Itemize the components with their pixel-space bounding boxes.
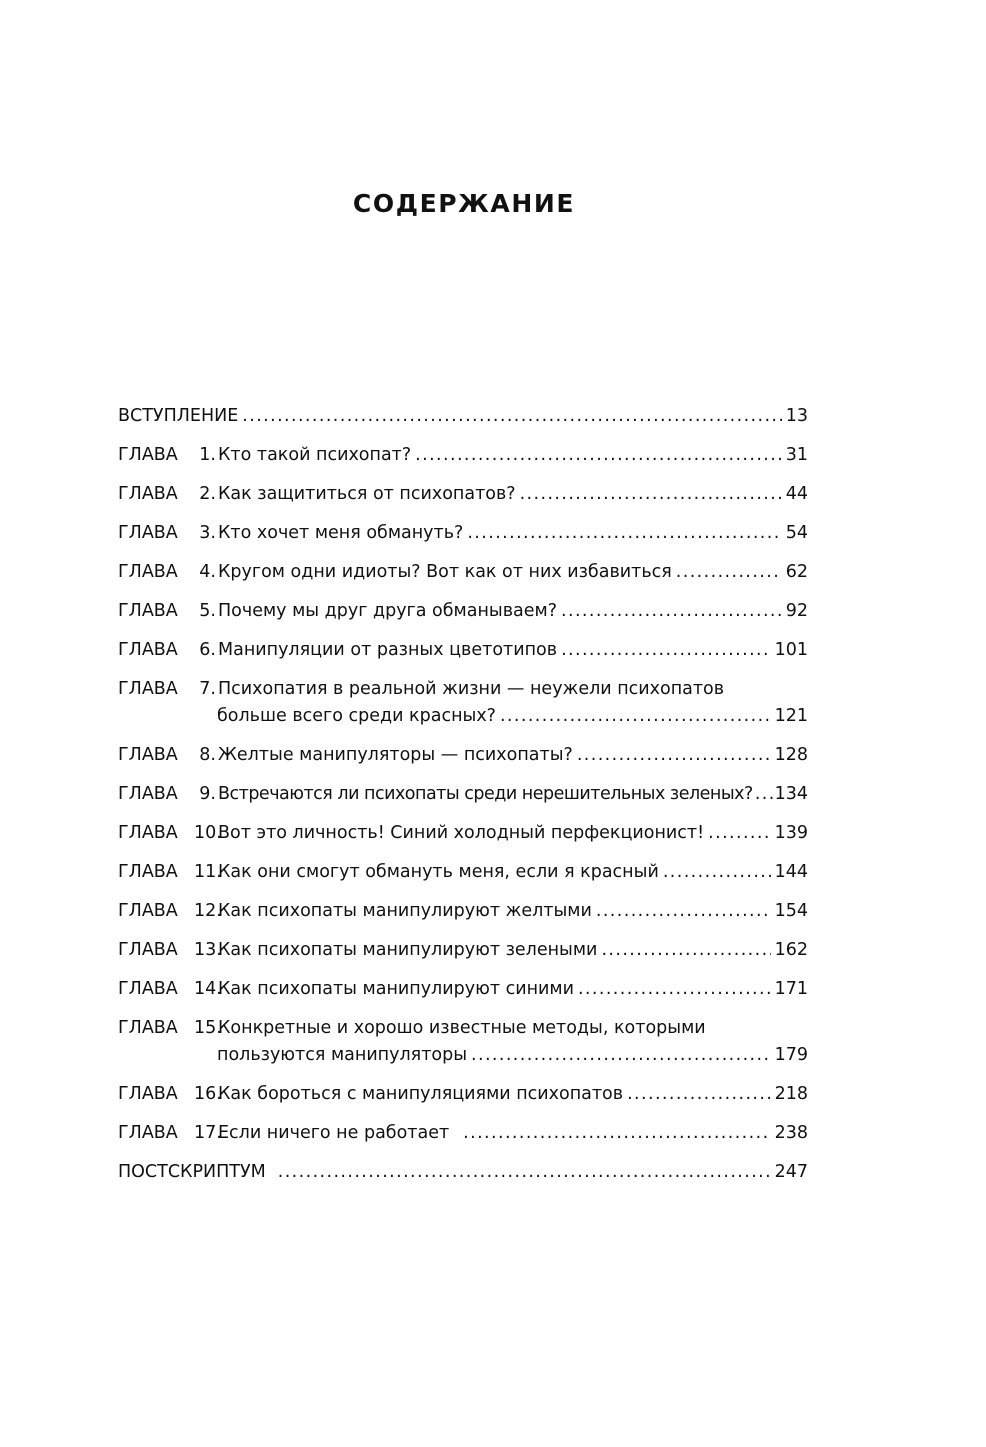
chapter-number: 4. bbox=[199, 562, 216, 582]
chapter-title: Конкретные и хорошо известные методы, которыми bbox=[218, 1018, 706, 1038]
chapter-title: Вот это личность! Синий холодный перфекционист! bbox=[218, 823, 705, 843]
page-number: 154 bbox=[774, 901, 808, 921]
chapter-title: Как психопаты манипулируют желтыми bbox=[218, 901, 592, 921]
chapter-title: Как защититься от психопатов? bbox=[218, 484, 516, 504]
entry-label: ГЛАВА bbox=[118, 940, 178, 960]
entry-label: ГЛАВА bbox=[118, 562, 178, 582]
entry-label: ГЛАВА bbox=[118, 862, 178, 882]
toc-entry-chapter-16[interactable] bbox=[118, 1084, 808, 1120]
toc-entry-chapter-9[interactable] bbox=[118, 784, 808, 820]
chapter-title-continued: больше всего среди красных? bbox=[217, 706, 496, 726]
chapter-title: Желтые манипуляторы — психопаты? bbox=[218, 745, 573, 765]
entry-label: ГЛАВА bbox=[118, 979, 178, 999]
entry-label: ГЛАВА bbox=[118, 640, 178, 660]
page-number: 31 bbox=[785, 445, 808, 465]
chapter-number: 9. bbox=[199, 784, 216, 804]
chapter-title: Кругом одни идиоты? Вот как от них избавиться bbox=[218, 562, 672, 582]
chapter-number: 5. bbox=[199, 601, 216, 621]
page-number: 218 bbox=[774, 1084, 808, 1104]
chapter-title: Как психопаты манипулируют синими bbox=[218, 979, 574, 999]
entry-label: ПОСТСКРИПТУМ bbox=[118, 1162, 266, 1182]
chapter-title: Манипуляции от разных цветотипов bbox=[218, 640, 558, 660]
page-number: 134 bbox=[774, 784, 808, 804]
chapter-number: 17. bbox=[194, 1123, 222, 1143]
toc-entry-chapter-1[interactable] bbox=[118, 445, 808, 481]
chapter-number: 15. bbox=[194, 1018, 222, 1038]
chapter-title-continued: пользуются манипуляторы bbox=[217, 1045, 468, 1065]
toc-entry-chapter-15[interactable] bbox=[118, 1018, 808, 1078]
toc-entry-chapter-14[interactable] bbox=[118, 979, 808, 1015]
chapter-title: Кто такой психопат? bbox=[218, 445, 412, 465]
chapter-number: 6. bbox=[199, 640, 216, 660]
entry-label: ГЛАВА bbox=[118, 784, 178, 804]
toc-entry-chapter-4[interactable] bbox=[118, 562, 808, 598]
toc-entry-chapter-8[interactable] bbox=[118, 745, 808, 781]
entry-label: ГЛАВА bbox=[118, 1018, 178, 1038]
toc-entry-chapter-11[interactable] bbox=[118, 862, 808, 898]
page-number: 144 bbox=[774, 862, 808, 882]
page-number: 247 bbox=[774, 1162, 808, 1182]
toc-entry-chapter-10[interactable] bbox=[118, 823, 808, 859]
entry-label: ГЛАВА bbox=[118, 1123, 178, 1143]
chapter-title: Как психопаты манипулируют зелеными bbox=[218, 940, 598, 960]
page-number: 13 bbox=[785, 406, 808, 426]
chapter-title: Если ничего не работает bbox=[218, 1123, 450, 1143]
chapter-number: 16. bbox=[194, 1084, 222, 1104]
entry-label: ГЛАВА bbox=[118, 523, 178, 543]
page-number: 121 bbox=[774, 706, 808, 726]
entry-label: ВСТУПЛЕНИЕ bbox=[118, 406, 239, 426]
page-number: 54 bbox=[785, 523, 808, 543]
chapter-number: 11. bbox=[194, 862, 222, 882]
page-number: 162 bbox=[774, 940, 808, 960]
page-number: 92 bbox=[785, 601, 808, 621]
page-number: 171 bbox=[774, 979, 808, 999]
entry-label: ГЛАВА bbox=[118, 823, 178, 843]
chapter-title: Психопатия в реальной жизни — неужели психопатов bbox=[218, 679, 725, 699]
chapter-title: Как они смогут обмануть меня, если я красный bbox=[218, 862, 659, 882]
chapter-number: 13. bbox=[194, 940, 222, 960]
page-number: 62 bbox=[785, 562, 808, 582]
entry-label: ГЛАВА bbox=[118, 1084, 178, 1104]
chapter-title: Почему мы друг друга обманываем? bbox=[218, 601, 558, 621]
entry-label: ГЛАВА bbox=[118, 679, 178, 699]
entry-label: ГЛАВА bbox=[118, 484, 178, 504]
chapter-title: Встречаются ли психопаты среди нерешительных зеленых? bbox=[218, 784, 753, 804]
chapter-number: 12. bbox=[194, 901, 222, 921]
toc-entry-postscript[interactable] bbox=[118, 1162, 808, 1198]
page-number: 139 bbox=[774, 823, 808, 843]
chapter-title: Как бороться с манипуляциями психопатов bbox=[218, 1084, 624, 1104]
page-number: 101 bbox=[774, 640, 808, 660]
entry-label: ГЛАВА bbox=[118, 745, 178, 765]
page-number: 44 bbox=[785, 484, 808, 504]
toc-entry-introduction[interactable] bbox=[118, 406, 808, 442]
entry-label: ГЛАВА bbox=[118, 601, 178, 621]
toc-entry-chapter-2[interactable] bbox=[118, 484, 808, 520]
chapter-number: 10. bbox=[194, 823, 222, 843]
toc-entry-chapter-7[interactable] bbox=[118, 679, 808, 739]
chapter-number: 2. bbox=[199, 484, 216, 504]
toc-entry-chapter-3[interactable] bbox=[118, 523, 808, 559]
chapter-number: 7. bbox=[199, 679, 216, 699]
chapter-number: 3. bbox=[199, 523, 216, 543]
entry-label: ГЛАВА bbox=[118, 445, 178, 465]
chapter-number: 1. bbox=[199, 445, 216, 465]
toc-entry-chapter-13[interactable] bbox=[118, 940, 808, 976]
toc-entry-chapter-6[interactable] bbox=[118, 640, 808, 676]
toc-entry-chapter-17[interactable] bbox=[118, 1123, 808, 1159]
chapter-title: Кто хочет меня обмануть? bbox=[218, 523, 464, 543]
page-number: 238 bbox=[774, 1123, 808, 1143]
page-number: 128 bbox=[774, 745, 808, 765]
toc-entry-chapter-5[interactable] bbox=[118, 601, 808, 637]
chapter-number: 14. bbox=[194, 979, 222, 999]
page-title: СОДЕРЖАНИЕ bbox=[352, 189, 576, 218]
entry-label: ГЛАВА bbox=[118, 901, 178, 921]
chapter-number: 8. bbox=[199, 745, 216, 765]
page-number: 179 bbox=[774, 1045, 808, 1065]
toc-entry-chapter-12[interactable] bbox=[118, 901, 808, 937]
